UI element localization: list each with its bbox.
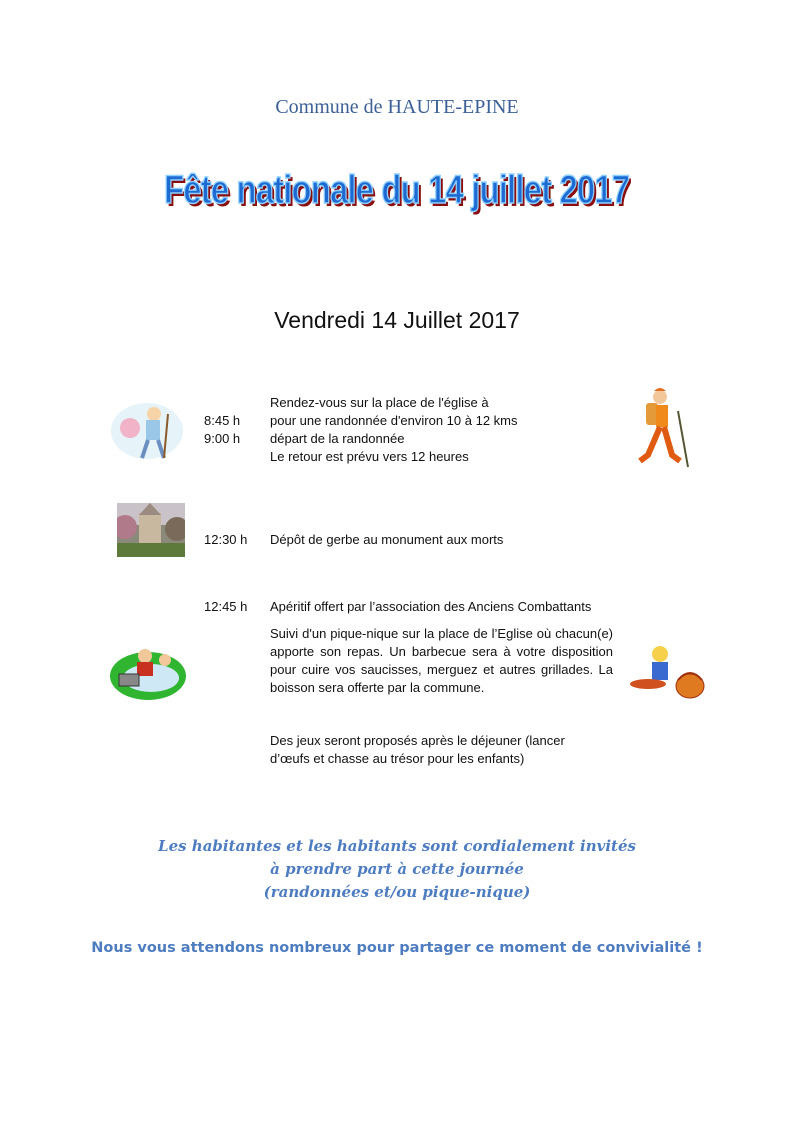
hike-line: Rendez-vous sur la place de l'église à [270, 395, 489, 410]
invite-line: (randonnées et/ou pique-nique) [263, 883, 531, 901]
church-photo [117, 503, 185, 557]
closing-text: Nous vous attendons nombreux pour partager ce moment de convivialité ! [91, 940, 703, 956]
event-date: Vendredi 14 Juillet 2017 [274, 307, 520, 333]
invite-line: à prendre part à cette journée [270, 860, 524, 878]
commune-name: Commune de HAUTE-EPINE [275, 96, 519, 118]
games-line: Des jeux seront proposés après le déjeuner (lancer [270, 733, 565, 748]
wreath-text: Dépôt de gerbe au monument aux morts [270, 532, 504, 547]
hike-line: départ de la randonnée [270, 431, 405, 446]
event-title: Fête nationale du 14 juillet 2017 [164, 168, 630, 212]
games-line: d’œufs et chasse au trésor pour les enfants) [270, 751, 525, 766]
hike-line: Le retour est prévu vers 12 heures [270, 449, 469, 464]
hiker-clipart-right [634, 385, 692, 471]
aperitif-text: Apéritif offert par l’association des Anciens Combattants [270, 599, 592, 614]
time-845: 8:45 h [204, 413, 241, 428]
hike-line: pour une randonnée d'environ 10 à 12 kms [270, 413, 518, 428]
picnic-clipart-left [109, 640, 187, 702]
time-900: 9:00 h [204, 431, 241, 446]
hiker-clipart-left [110, 400, 184, 462]
picnic-text: Suivi d'un pique-nique sur la place de l’Eglise où chacun(e) apporte son repas. Un barbecue sera à votre disposition pour cuire vos saucisses, merguez et autres grillades. La boisson sera offerte par la commune. [270, 626, 613, 695]
picnic-clipart-right [628, 640, 708, 702]
invite-line: Les habitantes et les habitants sont cordialement invités [158, 837, 636, 855]
time-1245: 12:45 h [204, 599, 248, 614]
time-1230: 12:30 h [204, 532, 248, 547]
